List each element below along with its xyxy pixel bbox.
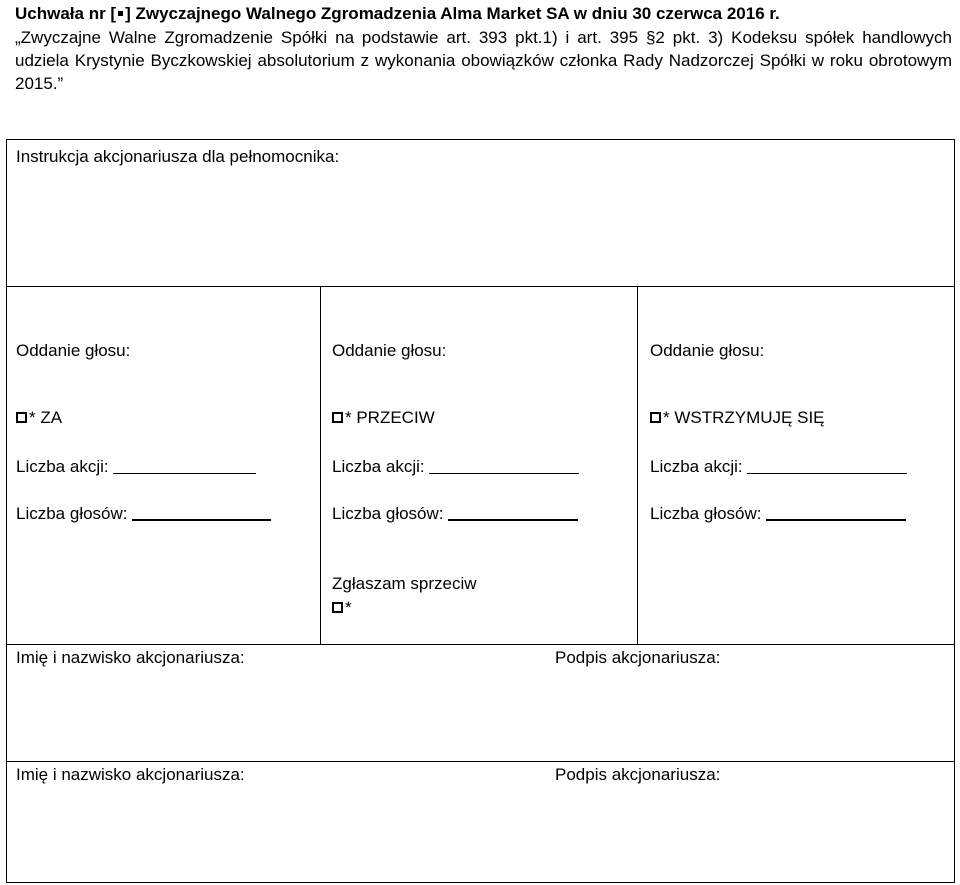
objection-option-label: * — [345, 598, 352, 617]
vote-option-wstrzymuje[interactable] — [650, 408, 825, 428]
shareholder-signature-label-1: Podpis akcjonariusza: — [555, 648, 721, 667]
votes-divider — [6, 644, 955, 645]
shares-za-row — [16, 457, 256, 477]
votes-wstrzymuje-field[interactable] — [766, 519, 906, 521]
checkbox-objection[interactable] — [332, 602, 343, 613]
votes-przeciw-row — [332, 504, 578, 524]
instructions-label: Instrukcja akcjonariusza dla pełnomocnika: — [16, 147, 340, 166]
votes-przeciw-label: Liczba głosów: — [332, 504, 444, 523]
votes-za-label: Liczba głosów: — [16, 504, 128, 523]
vote-heading-za: Oddanie głosu: — [16, 341, 131, 360]
shareholder-name-label-2: Imię i nazwisko akcjonariusza: — [16, 765, 245, 784]
signature-divider — [6, 761, 955, 762]
square-bullet-icon — [118, 11, 123, 16]
resolution-text: „Zwyczajne Walne Zgromadzenie Spółki na podstawie art. 393 pkt.1) i art. 395 §2 pkt. 3) Kodeksu spółek handlowych udziela Krystynie Byczkowskiej absolutorium z wykonania obowiązków członka Rady Nadzorczej Spółki w roku obrotowym 2015.” — [15, 28, 952, 93]
votes-za-row — [16, 504, 271, 524]
votes-przeciw-field[interactable] — [448, 519, 578, 521]
shareholder-name-field-1[interactable] — [10, 672, 530, 756]
shares-za-field[interactable] — [113, 473, 256, 474]
votes-wstrzymuje-row — [650, 504, 906, 524]
shares-przeciw-label: Liczba akcji: — [332, 457, 425, 476]
vote-heading-przeciw: Oddanie głosu: — [332, 341, 447, 360]
shares-za-label: Liczba akcji: — [16, 457, 109, 476]
checkbox-za[interactable] — [16, 412, 27, 423]
objection-label: Zgłaszam sprzeciw — [332, 574, 477, 593]
vote-option-za[interactable] — [16, 408, 62, 428]
title-prefix: Uchwała nr [ — [15, 4, 117, 23]
title-suffix: ] Zwyczajnego Walnego Zgromadzenia Alma Market SA w dniu 30 czerwca 2016 r. — [125, 4, 780, 23]
column-divider-2 — [637, 286, 638, 644]
shares-przeciw-field[interactable] — [429, 473, 579, 474]
shares-przeciw-row — [332, 457, 579, 477]
shares-wstrzymuje-row — [650, 457, 907, 477]
shareholder-name-label-1: Imię i nazwisko akcjonariusza: — [16, 648, 245, 667]
vote-heading-wstrzymuje: Oddanie głosu: — [650, 341, 765, 360]
vote-option-przeciw[interactable] — [332, 408, 435, 428]
resolution-title — [15, 4, 780, 24]
shareholder-name-field-2[interactable] — [10, 790, 530, 878]
vote-option-wstrzymuje-label: * WSTRZYMUJĘ SIĘ — [663, 408, 825, 427]
shareholder-signature-field-2[interactable] — [550, 790, 950, 878]
column-divider-1 — [320, 286, 321, 644]
shares-wstrzymuje-label: Liczba akcji: — [650, 457, 743, 476]
checkbox-wstrzymuje[interactable] — [650, 412, 661, 423]
objection-option[interactable] — [332, 598, 352, 618]
instructions-divider — [6, 286, 955, 287]
instructions-field[interactable] — [10, 170, 950, 280]
checkbox-przeciw[interactable] — [332, 412, 343, 423]
shareholder-signature-label-2: Podpis akcjonariusza: — [555, 765, 721, 784]
votes-wstrzymuje-label: Liczba głosów: — [650, 504, 762, 523]
shares-wstrzymuje-field[interactable] — [747, 473, 907, 474]
shareholder-signature-field-1[interactable] — [550, 672, 950, 756]
votes-za-field[interactable] — [132, 519, 271, 521]
vote-option-za-label: * ZA — [29, 408, 63, 427]
vote-option-przeciw-label: * PRZECIW — [345, 408, 435, 427]
